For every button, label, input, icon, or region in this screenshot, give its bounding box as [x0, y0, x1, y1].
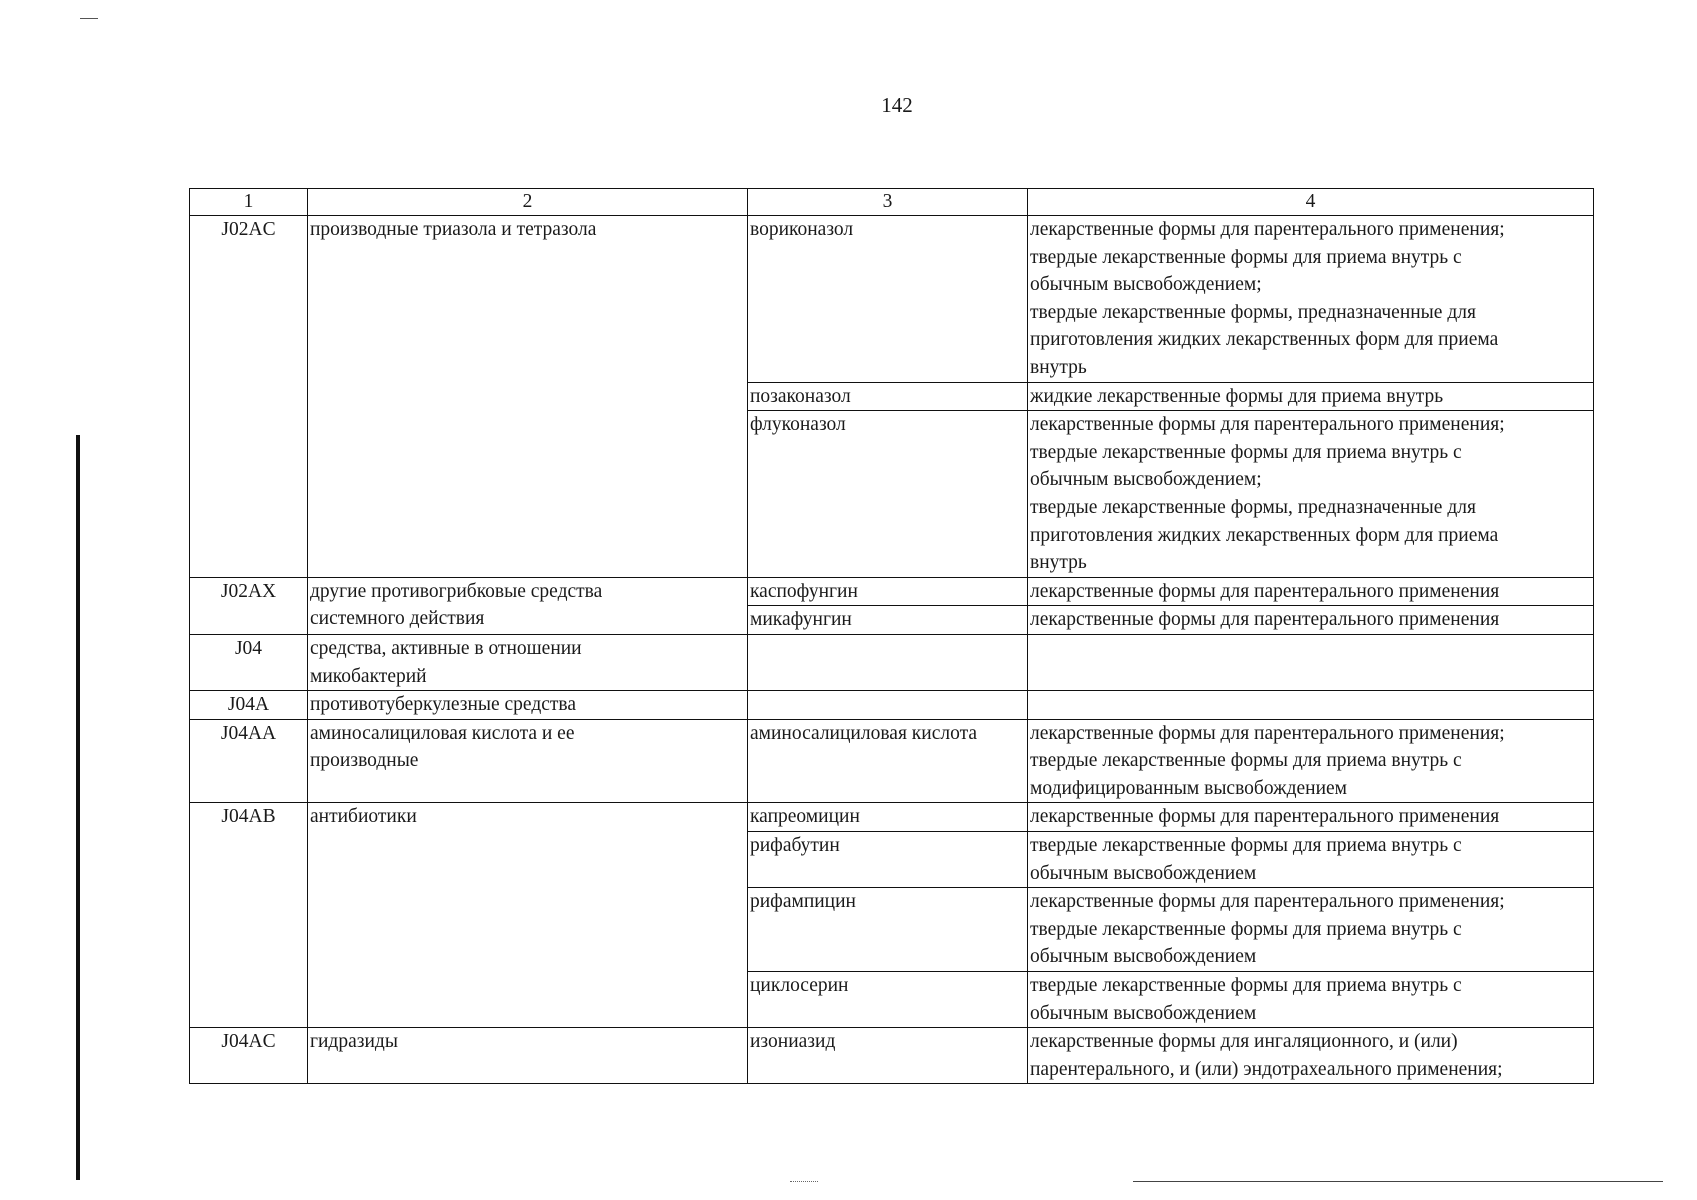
column-header: 4 — [1028, 189, 1594, 216]
drug-name-cell — [748, 691, 1028, 720]
dosage-form-line: твердые лекарственные формы для приема внутрь с — [1030, 441, 1462, 463]
dosage-form-cell — [1028, 411, 1594, 578]
scan-binding-edge — [76, 435, 80, 1180]
group-name-line: другие противогрибковые средства — [310, 580, 603, 602]
dosage-form-cell — [1028, 577, 1594, 606]
drug-name-cell: флуконазол — [748, 411, 1028, 578]
group-name-line: антибиотики — [310, 806, 417, 828]
atc-code-cell: J02AX — [190, 577, 308, 634]
drug-name-cell: каспофунгин — [748, 577, 1028, 606]
dosage-form-line: обычным высвобождением; — [1030, 274, 1262, 296]
dosage-form-line: лекарственные формы для парентерального применения; — [1030, 414, 1505, 436]
table-row — [190, 634, 1594, 690]
dosage-form-line: внутрь — [1030, 356, 1087, 378]
dosage-form-line — [1030, 635, 1591, 663]
dosage-form-line: обычным высвобождением; — [1030, 469, 1262, 491]
dosage-form-line: лекарственные формы для парентерального применения; — [1030, 219, 1505, 240]
dosage-form-cell — [1028, 972, 1594, 1028]
group-name-cell — [308, 691, 748, 720]
group-name-cell — [308, 719, 748, 803]
dosage-form-cell — [1028, 606, 1594, 635]
scan-line — [1133, 1181, 1663, 1182]
scan-mark — [80, 18, 98, 19]
group-name-line: противотуберкулезные средства — [310, 694, 577, 716]
group-name-line: производные триазола и тетразола — [310, 219, 597, 240]
dosage-form-line: обычным высвобождением — [1030, 862, 1257, 884]
group-name-line: производные — [310, 750, 419, 772]
scan-mark — [790, 1181, 818, 1183]
dosage-form-line: лекарственные формы для парентерального применения — [1030, 580, 1500, 602]
table-row — [190, 1028, 1594, 1084]
page-number: 142 — [881, 93, 913, 117]
dosage-form-line: жидкие лекарственные формы для приема внутрь — [1030, 385, 1444, 407]
dosage-form-cell — [1028, 216, 1594, 383]
dosage-form-cell — [1028, 634, 1594, 690]
drug-name-cell: аминосалициловая кислота — [748, 719, 1028, 803]
dosage-form-line: лекарственные формы для ингаляционного, и (или) — [1030, 1031, 1458, 1053]
drug-name-cell: капреомицин — [748, 803, 1028, 832]
dosage-form-line: приготовления жидких лекарственных форм для приема — [1030, 329, 1499, 351]
dosage-form-line: твердые лекарственные формы для приема внутрь с — [1030, 975, 1462, 997]
dosage-form-line: парентерального, и (или) эндотрахеального применения; — [1030, 1058, 1503, 1080]
dosage-form-line: твердые лекарственные формы для приема внутрь с — [1030, 918, 1462, 940]
dosage-form-line: твердые лекарственные формы для приема внутрь с — [1030, 246, 1462, 268]
atc-code-cell: J04AC — [190, 1028, 308, 1084]
dosage-form-line: твердые лекарственные формы для приема внутрь с — [1030, 835, 1462, 857]
dosage-form-line: твердые лекарственные формы, предназначенные для — [1030, 496, 1476, 518]
dosage-form-line — [1030, 691, 1591, 719]
dosage-form-line: обычным высвобождением — [1030, 946, 1257, 968]
dosage-form-cell — [1028, 691, 1594, 720]
dosage-form-line: внутрь — [1030, 552, 1087, 574]
dosage-form-cell — [1028, 382, 1594, 411]
column-header: 2 — [308, 189, 748, 216]
table-row — [190, 719, 1594, 803]
table-row — [190, 577, 1594, 606]
group-name-line: средства, активные в отношении — [310, 637, 582, 659]
group-name-cell — [308, 216, 748, 578]
group-name-line: гидразиды — [310, 1031, 398, 1053]
column-header: 1 — [190, 189, 308, 216]
atc-code-cell: J04A — [190, 691, 308, 720]
dosage-form-line: лекарственные формы для парентерального применения; — [1030, 722, 1505, 744]
dosage-form-cell — [1028, 803, 1594, 832]
group-name-line: микобактерий — [310, 665, 427, 687]
table-header-row — [190, 189, 1594, 216]
dosage-form-line: обычным высвобождением — [1030, 1002, 1257, 1024]
drug-name-cell: позаконазол — [748, 382, 1028, 411]
table-row — [190, 216, 1594, 383]
dosage-form-cell — [1028, 1028, 1594, 1084]
drug-name-cell: микафунгин — [748, 606, 1028, 635]
drug-table — [189, 188, 1594, 1084]
table-row — [190, 803, 1594, 832]
group-name-line: аминосалициловая кислота и ее — [310, 722, 575, 744]
atc-code-cell: J04AA — [190, 719, 308, 803]
dosage-form-line: твердые лекарственные формы для приема внутрь с — [1030, 750, 1462, 772]
drug-name-cell: циклосерин — [748, 972, 1028, 1028]
group-name-cell — [308, 577, 748, 634]
atc-code-cell: J04AB — [190, 803, 308, 1028]
group-name-cell — [308, 803, 748, 1028]
dosage-form-line: лекарственные формы для парентерального применения — [1030, 609, 1500, 631]
dosage-form-cell — [1028, 719, 1594, 803]
atc-code-cell: J02AC — [190, 216, 308, 578]
dosage-form-line: лекарственные формы для парентерального применения — [1030, 806, 1500, 828]
group-name-line: системного действия — [310, 608, 485, 630]
group-name-cell — [308, 1028, 748, 1084]
column-header: 3 — [748, 189, 1028, 216]
dosage-form-cell — [1028, 888, 1594, 972]
table-row — [190, 691, 1594, 720]
drug-name-cell — [748, 634, 1028, 690]
group-name-cell — [308, 634, 748, 690]
dosage-form-line: твердые лекарственные формы, предназначенные для — [1030, 301, 1476, 323]
drug-name-cell: вориконазол — [748, 216, 1028, 383]
dosage-form-line: модифицированным высвобождением — [1030, 777, 1348, 799]
drug-name-cell: рифабутин — [748, 832, 1028, 888]
dosage-form-cell — [1028, 832, 1594, 888]
dosage-form-line: приготовления жидких лекарственных форм для приема — [1030, 524, 1499, 546]
drug-name-cell: изониазид — [748, 1028, 1028, 1084]
dosage-form-line: лекарственные формы для парентерального применения; — [1030, 891, 1505, 913]
atc-code-cell: J04 — [190, 634, 308, 690]
drug-name-cell: рифампицин — [748, 888, 1028, 972]
